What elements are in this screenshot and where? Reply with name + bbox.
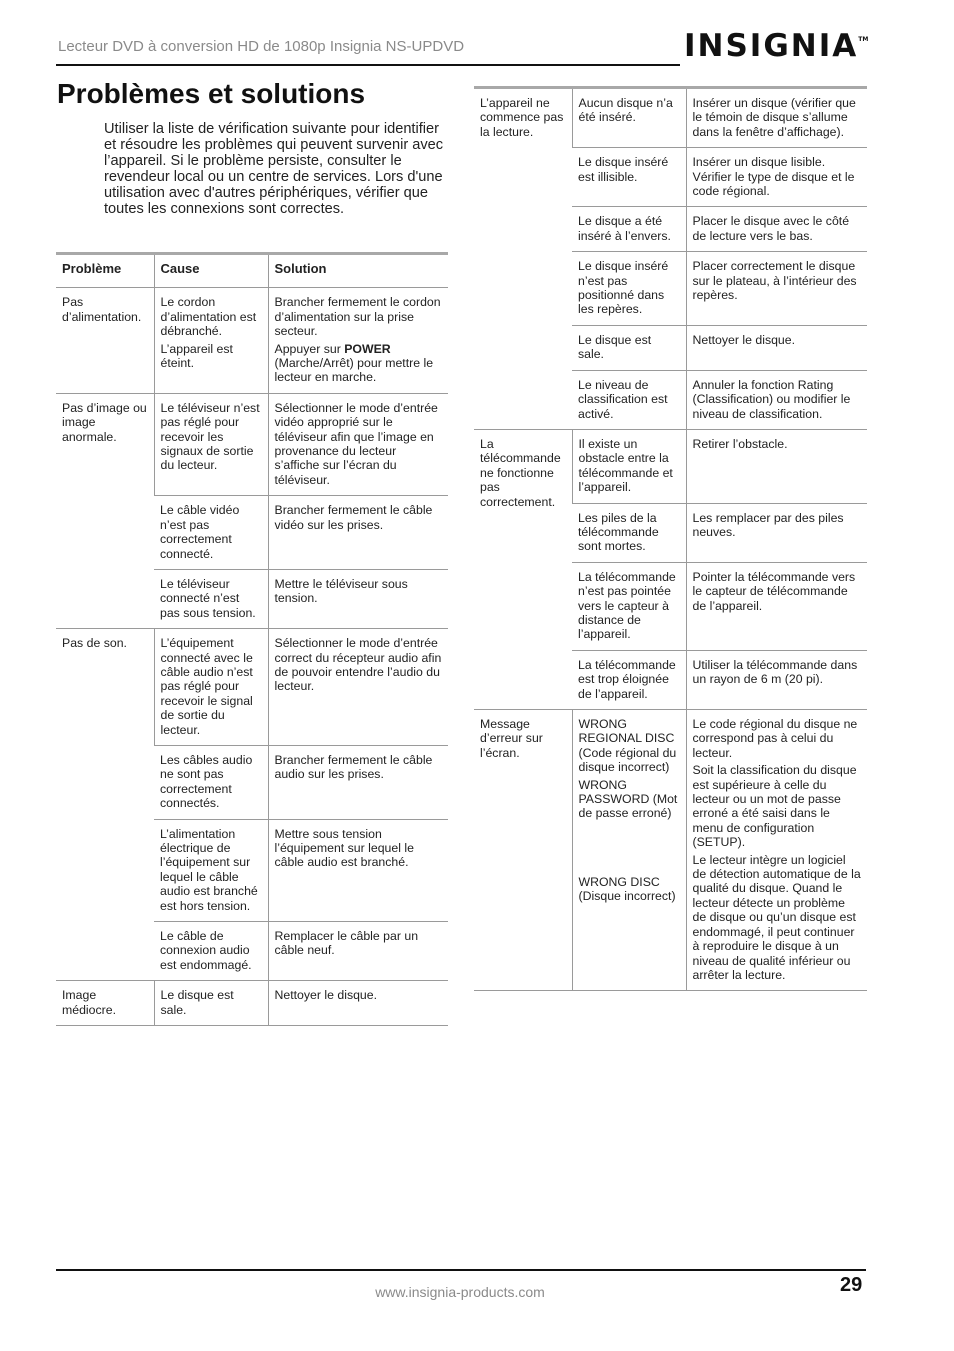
solution-cell: Mettre le téléviseur sous tension. — [268, 569, 448, 628]
page-number: 29 — [840, 1274, 863, 1296]
solution-cell — [686, 710, 867, 991]
table-row — [56, 288, 448, 393]
cause-cell: La télécommande n’est pas pointée vers le capteur à distance de l’appareil. — [572, 562, 686, 650]
problem-cell: Pas d’alimentation. — [56, 288, 154, 393]
footer-rule — [56, 1269, 866, 1271]
solution-cell: Nettoyer le disque. — [686, 325, 867, 370]
cause-cell: Les câbles audio ne sont pas correctement connectés. — [154, 745, 268, 819]
troubleshooting-table-left — [56, 252, 448, 1026]
cause-text: Le cordon d’alimentation est débranché. — [160, 295, 257, 339]
cause-cell: La télécommande est trop éloignée de l’appareil. — [572, 650, 686, 709]
solution-text-pre: Appuyer sur — [274, 341, 345, 356]
cause-cell: Le téléviseur n’est pas réglé pour recevoir les signaux de sortie du lecteur. — [154, 393, 268, 495]
cause-cell: Le téléviseur connecté n’est pas sous tension. — [154, 569, 268, 628]
cause-cell: Le disque est sale. — [154, 981, 268, 1026]
table-row — [56, 393, 448, 495]
table-header-row — [56, 254, 448, 288]
solution-text: Soit la classification du disque est supérieure à celle du lecteur ou un mot de passe erroné a été saisi dans le menu de configuration (SETUP). — [692, 763, 857, 850]
solution-cell: Placer le disque avec le côté de lecture vers le bas. — [686, 207, 867, 252]
problem-cell: Message d’erreur sur l’écran. — [474, 710, 572, 991]
cause-cell: Il existe un obstacle entre la télécommande et l’appareil. — [572, 429, 686, 503]
insignia-logo — [684, 28, 868, 64]
cause-cell: Le câble vidéo n’est pas correctement connecté. — [154, 496, 268, 570]
page-title: Problèmes et solutions — [57, 78, 366, 109]
intro-paragraph: Utiliser la liste de vérification suivante pour identifier et résoudre les problèmes qui peuvent survenir avec l’appareil. Si le problème persiste, consulter le revendeur local ou un centre de services. Lors d'une utilisation avec d'autres périphériques, vérifier que toutes les connexions sont correctes. — [104, 121, 444, 217]
table-row — [56, 981, 448, 1026]
solution-cell: Placer correctement le disque sur le plateau, à l’intérieur des repères. — [686, 252, 867, 326]
solution-cell: Annuler la fonction Rating (Classification) ou modifier le niveau de classification. — [686, 370, 867, 429]
footer-url: www.insignia-products.com — [375, 1284, 545, 1300]
logo-trademark: TM — [858, 36, 869, 43]
cause-text: WRONG PASSWORD (Mot de passe erroné) — [578, 777, 678, 821]
cause-cell — [154, 288, 268, 393]
solution-cell: Mettre sous tension l’équipement sur lequel le câble audio est branché. — [268, 819, 448, 921]
solution-cell: Retirer l’obstacle. — [686, 429, 867, 503]
solution-cell: Brancher fermement le câble vidéo sur les prises. — [268, 496, 448, 570]
solution-cell: Les remplacer par des piles neuves. — [686, 503, 867, 562]
solution-text: Le lecteur intègre un logiciel de détection automatique de la qualité du disque. Quand le lecteur détecte un problème de disque ou qu’un disque est endommagé, il peut continuer à reproduire le disque à un niveau de qualité inférieur ou arrêter la lecture. — [692, 852, 861, 982]
header-rule — [56, 64, 680, 66]
solution-cell: Sélectionner le mode d’entrée vidéo approprié sur le téléviseur afin que l’image en provenance du lecteur s’affiche sur l’écran du téléviseur. — [268, 393, 448, 495]
problem-cell: Image médiocre. — [56, 981, 154, 1026]
troubleshooting-table-right — [474, 86, 867, 991]
cause-cell: Le niveau de classification est activé. — [572, 370, 686, 429]
solution-text: Brancher fermement le cordon d’alimentation sur la prise secteur. — [274, 295, 441, 339]
cause-cell: Le disque inséré n’est pas positionné dans les repères. — [572, 252, 686, 326]
cause-cell: L’équipement connecté avec le câble audio n’est pas réglé pour recevoir le signal de sortie du lecteur. — [154, 629, 268, 746]
problem-cell: Pas d’image ou image anormale. — [56, 393, 154, 628]
cause-cell: Le disque inséré est illisible. — [572, 148, 686, 207]
solution-text-post: (Marche/Arrêt) pour mettre le lecteur en marche. — [274, 356, 434, 385]
header-problem: Problème — [56, 254, 154, 288]
header-title: Lecteur DVD à conversion HD de 1080p Insignia NS-UPDVD — [58, 38, 465, 55]
cause-cell: Le disque a été inséré à l’envers. — [572, 207, 686, 252]
table-row — [56, 629, 448, 746]
cause-cell — [572, 710, 686, 991]
cause-cell: L’alimentation électrique de l’équipement sur lequel le câble audio est branché est hors tension. — [154, 819, 268, 921]
table-row — [474, 429, 867, 503]
header-cause: Cause — [154, 254, 268, 288]
solution-cell: Insérer un disque (vérifier que le témoin de disque s’allume dans la fenêtre d’affichage). — [686, 88, 867, 148]
solution-cell — [268, 288, 448, 393]
header-solution: Solution — [268, 254, 448, 288]
solution-cell: Utiliser la télécommande dans un rayon de 6 m (20 pi). — [686, 650, 867, 709]
cause-text: WRONG REGIONAL DISC (Code régional du disque incorrect) — [578, 717, 677, 775]
cause-cell: Le disque est sale. — [572, 325, 686, 370]
cause-cell: Le câble de connexion audio est endommagé. — [154, 922, 268, 981]
solution-cell: Pointer la télécommande vers le capteur de télécommande de l’appareil. — [686, 562, 867, 650]
solution-cell: Remplacer le câble par un câble neuf. — [268, 922, 448, 981]
solution-text: Le code régional du disque ne correspond pas à celui du lecteur. — [692, 717, 858, 760]
power-key-label: POWER — [344, 341, 391, 356]
solution-text — [275, 342, 443, 385]
table-row — [474, 710, 867, 991]
problem-cell: Pas de son. — [56, 629, 154, 981]
problem-cell: La télécommande ne fonctionne pas correctement. — [474, 429, 572, 709]
logo-text: INSIGNIA — [684, 28, 859, 64]
solution-cell: Insérer un disque lisible. Vérifier le type de disque et le code régional. — [686, 148, 867, 207]
cause-text: WRONG DISC (Disque incorrect) — [578, 874, 676, 904]
solution-cell: Sélectionner le mode d’entrée correct du récepteur audio afin de pouvoir entendre l’audio du lecteur. — [268, 629, 448, 746]
solution-cell: Brancher fermement le câble audio sur les prises. — [268, 745, 448, 819]
table-row — [474, 88, 867, 148]
problem-cell: L’appareil ne commence pas la lecture. — [474, 88, 572, 430]
cause-cell: Les piles de la télécommande sont mortes. — [572, 503, 686, 562]
solution-cell: Nettoyer le disque. — [268, 981, 448, 1026]
cause-text: L’appareil est éteint. — [160, 341, 233, 371]
cause-cell: Aucun disque n’a été inséré. — [572, 88, 686, 148]
